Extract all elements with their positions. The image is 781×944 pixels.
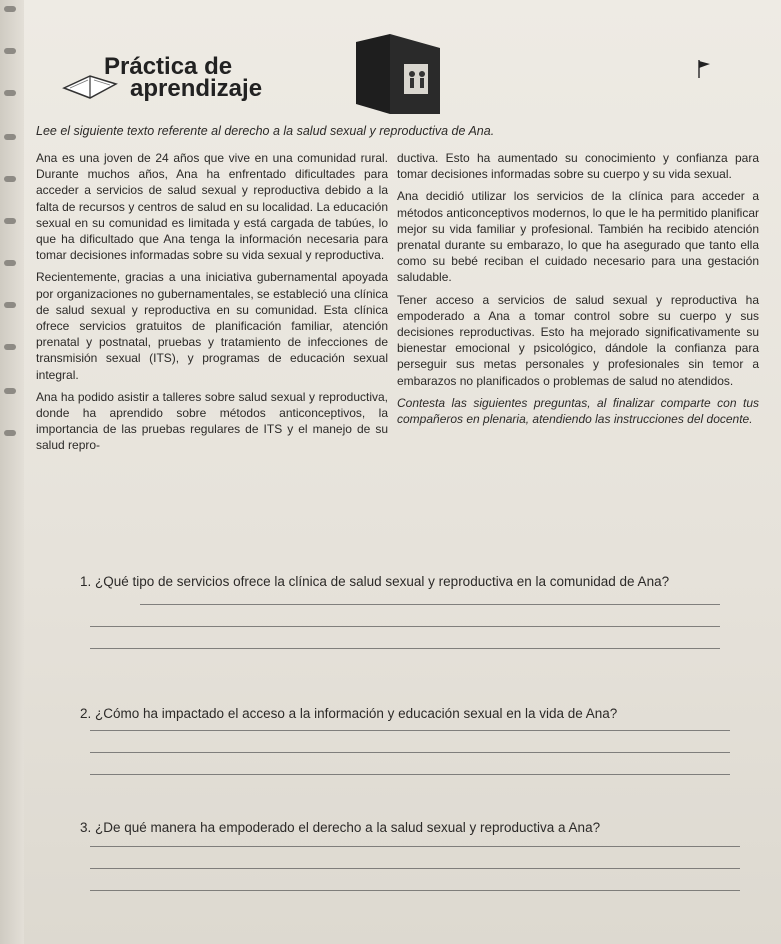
header	[60, 34, 420, 114]
binding-ring	[4, 134, 16, 140]
binding-ring	[4, 90, 16, 96]
binding-ring	[4, 344, 16, 350]
paragraph: Ana es una joven de 24 años que vive en una comunidad rural. Durante muchos años, Ana ha enfrentado dificultades para acceder a servicios de salud sexual y reproductiva debido a la falta de recursos y centros de salud en su localidad. La educación sexual en su comunidad es limitada y está cargada de tabúes, lo que ha dificultado que Ana tenga la información necesaria para tomar decisiones informadas sobre su vida sexual y reproductiva.	[36, 151, 388, 263]
binding-ring	[4, 388, 16, 394]
question-1: 1. ¿Qué tipo de servicios ofrece la clínica de salud sexual y reproductiva en la comunidad de Ana?	[80, 574, 670, 589]
answer-line[interactable]	[90, 846, 740, 847]
page-title	[104, 53, 263, 102]
binding-edge	[0, 0, 24, 944]
paragraph: ductiva. Esto ha aumentado su conocimiento y confianza para tomar decisiones informadas sobre su cuerpo y su vida sexual.	[397, 151, 759, 182]
left-column	[36, 150, 388, 460]
paragraph: Recientemente, gracias a una iniciativa gubernamental apoyada por organizaciones no gubernamentales, se estableció una clínica de salud sexual y reproductiva en su comunidad. Esta clínica ofrece servicios gratuitos de planificación familiar, atención prenatal y postnatal, pruebas y tratamiento de infecciones de transmisión sexual (ITS), y programas de educación sexual integral.	[36, 270, 388, 382]
binding-ring	[4, 176, 16, 182]
question-3: 3. ¿De qué manera ha empoderado el derecho a la salud sexual y reproductiva a Ana?	[80, 820, 601, 835]
binding-ring	[4, 218, 16, 224]
binding-ring	[4, 6, 16, 12]
answer-line[interactable]	[90, 774, 730, 775]
answer-line[interactable]	[90, 752, 730, 753]
flag-icon	[696, 60, 712, 78]
paragraph: Ana ha podido asistir a talleres sobre salud sexual y reproductiva, donde ha aprendido sobre métodos anticonceptivos, la importancia de las pruebas regulares de ITS y el manejo de su salud repro-	[36, 389, 388, 453]
binding-ring	[4, 430, 16, 436]
question-2: 2. ¿Cómo ha impactado el acceso a la información y educación sexual en la vida de Ana?	[80, 706, 618, 721]
answer-line[interactable]	[90, 730, 730, 731]
door-icon	[350, 34, 470, 114]
answer-line[interactable]	[90, 890, 740, 891]
intro-text: Lee el siguiente texto referente al derecho a la salud sexual y reproductiva de Ana.	[36, 124, 495, 138]
paragraph: Tener acceso a servicios de salud sexual y reproductiva ha empoderado a Ana a tomar control sobre su cuerpo y sus decisiones reproductivas. Esto ha mejorado significativamente su bienestar emocional y psicológico, dándole la confianza para perseguir sus metas personales y profesionales sin temor a embarazos no planificados o problemas de salud no atendidos.	[397, 292, 759, 388]
instruction-text: Contesta las siguientes preguntas, al finalizar comparte con tus compañeros en plenaria, atendiendo las instrucciones del docente.	[397, 395, 759, 427]
paragraph: Ana decidió utilizar los servicios de la clínica para acceder a métodos anticonceptivos modernos, lo que le ha permitido planificar mejor su vida familiar y profesional. También ha recibido atención prenatal durante su embarazo, lo que ha asegurado que tanto ella como su bebé reciban el cuidado necesario para una gestación saludable.	[397, 189, 759, 285]
answer-line[interactable]	[90, 648, 720, 649]
answer-line[interactable]	[90, 868, 740, 869]
binding-ring	[4, 260, 16, 266]
answer-line[interactable]	[90, 626, 720, 627]
binding-ring	[4, 302, 16, 308]
binding-ring	[4, 48, 16, 54]
right-column	[397, 150, 759, 433]
answer-line[interactable]	[140, 604, 720, 605]
title-line-1: Práctica de	[104, 53, 233, 80]
title-line-2: aprendizaje	[130, 75, 263, 102]
